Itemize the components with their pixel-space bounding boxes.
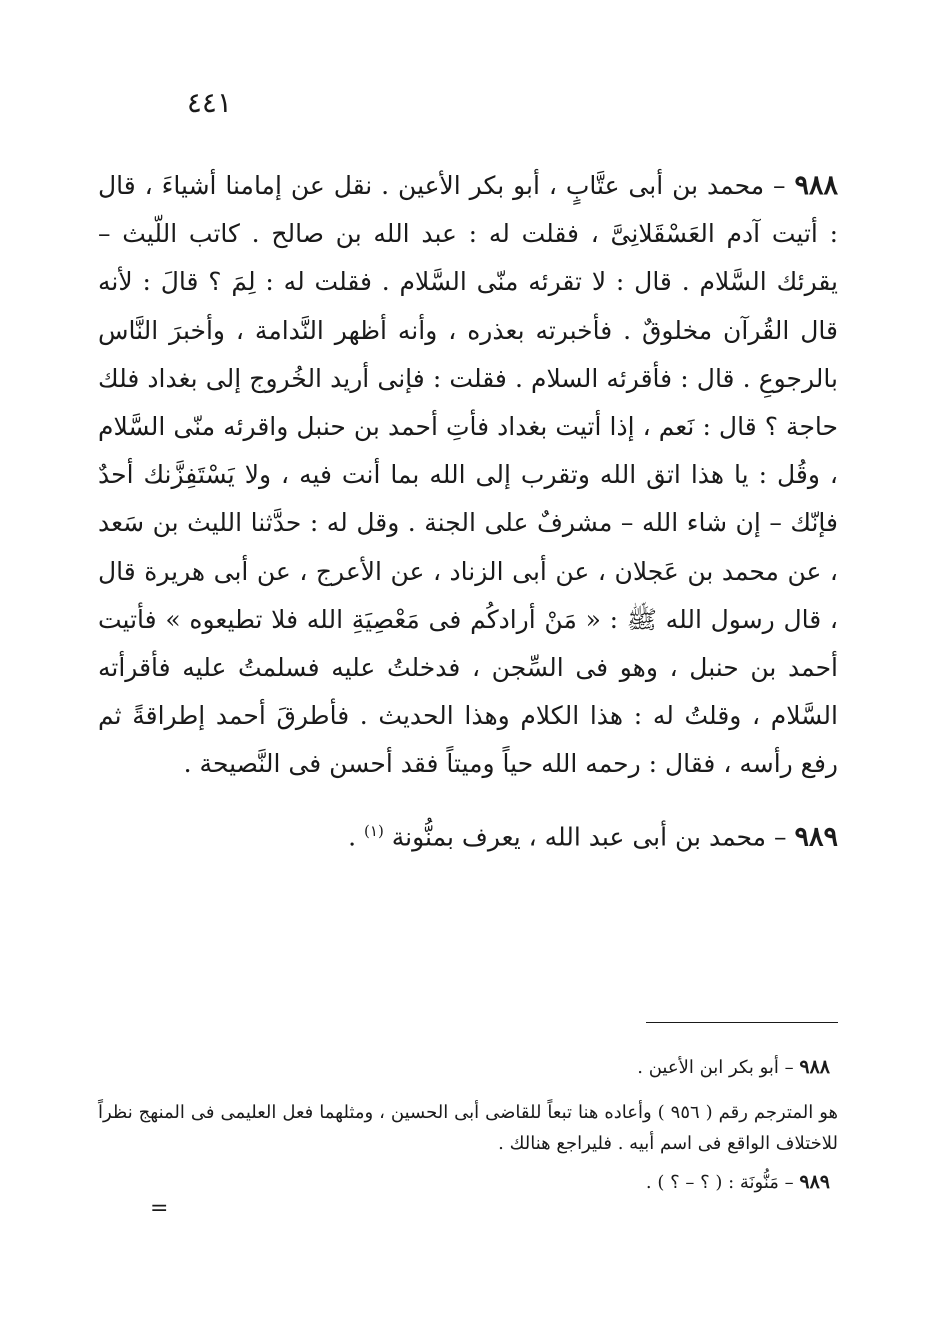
entry-text: محمد بن أبى عبد الله ، يعرف بمنُّونة: [391, 821, 767, 851]
page-number: ٤٤١: [186, 86, 232, 119]
entry-end: .: [348, 821, 365, 851]
entry-number: ٩٨٩: [794, 820, 838, 852]
continuation-mark: =: [150, 1196, 169, 1221]
footnote-number: ٩٨٨: [799, 1056, 830, 1078]
footnote-divider: [646, 1022, 838, 1023]
footnote-text: أبو بكر ابن الأعين .: [637, 1057, 779, 1078]
entry-number: ٩٨٨: [794, 170, 838, 201]
main-text: [98, 162, 838, 861]
entry-text: محمد بن أبى عتَّابٍ ، أبو بكر الأعين . نقل عن إمامنا أشياءَ ، قال : أتيت آدم العَسْقَلانِىَّ ، فقلت له : عبد الله بن صالح . كاتب اللّيث – يقرئك السَّلام . قال : لا تقرئه منّى السَّلام . فقلت له : لِمَ ؟ قالَ : لأنه قال القُرآن مخلوقٌ . فأخبرته بعذره ، وأنه أظهر النَّدامة ، وأخبرَ النَّاس بالرجوعِ . قال : فأقرئه السلام . فقلت : فإنى أريد الخُروج إلى بغداد فلك حاجة ؟ قال : نَعم ، إذا أتيت بغداد فأتِ أحمد بن حنبل واقرئه منّى السَّلام ، وقُل : يا هذا اتق الله وتقرب إلى الله بما أنت فيه ، ولا يَسْتَفِزَّنك أحدٌ فإنّك – إن شاء الله – مشرفٌ على الجنة . وقل له : حدَّثنا الليث بن سَعد ، عن محمد بن عَجلان ، عن أبى الزناد ، عن الأعرج ، عن أبى هريرة قال ، قال رسول الله ﷺ : « مَنْ أرادكُم فى مَعْصِيَةِ الله فلا تطيعوه » فأتيت أحمد بن حنبل ، وهو فى السِّجن ، فدخلتُ عليه فسلمتُ عليه فأقرأته السَّلام ، وقلتُ له : هذا الكلام وهذا الحديث . فأطرقَ أحمد إطراقةً ثم رفع رأسه ، فقال : رحمه الله حياً وميتاً فقد أحسن فى النَّصيحة .: [98, 171, 838, 779]
footnote-text: مَنُّونَة : ( ؟ – ؟ ) .: [645, 1172, 779, 1193]
entry-dash: –: [764, 171, 795, 200]
footnote-number: ٩٨٩: [799, 1171, 830, 1193]
entry-dash: –: [766, 821, 795, 851]
footnote-dash: –: [778, 1057, 800, 1078]
footnote-ref[interactable]: (١): [364, 821, 384, 840]
footnote-989: [98, 1167, 838, 1198]
footnotes: [98, 1052, 838, 1198]
entry-989: [98, 807, 838, 862]
footnote-dash: –: [778, 1172, 800, 1193]
entry-988: [98, 162, 838, 789]
footnote-988: [98, 1052, 838, 1083]
footnote-988-detail: هو المترجم رقم ( ٩٥٦ ) وأعاده هنا تبعاً للقاضى أبى الحسين ، ومثلهما فعل العليمى فى المنهج نظراً للاختلاف الواقع فى اسم أبيه . فليراجع هنالك .: [98, 1102, 838, 1154]
